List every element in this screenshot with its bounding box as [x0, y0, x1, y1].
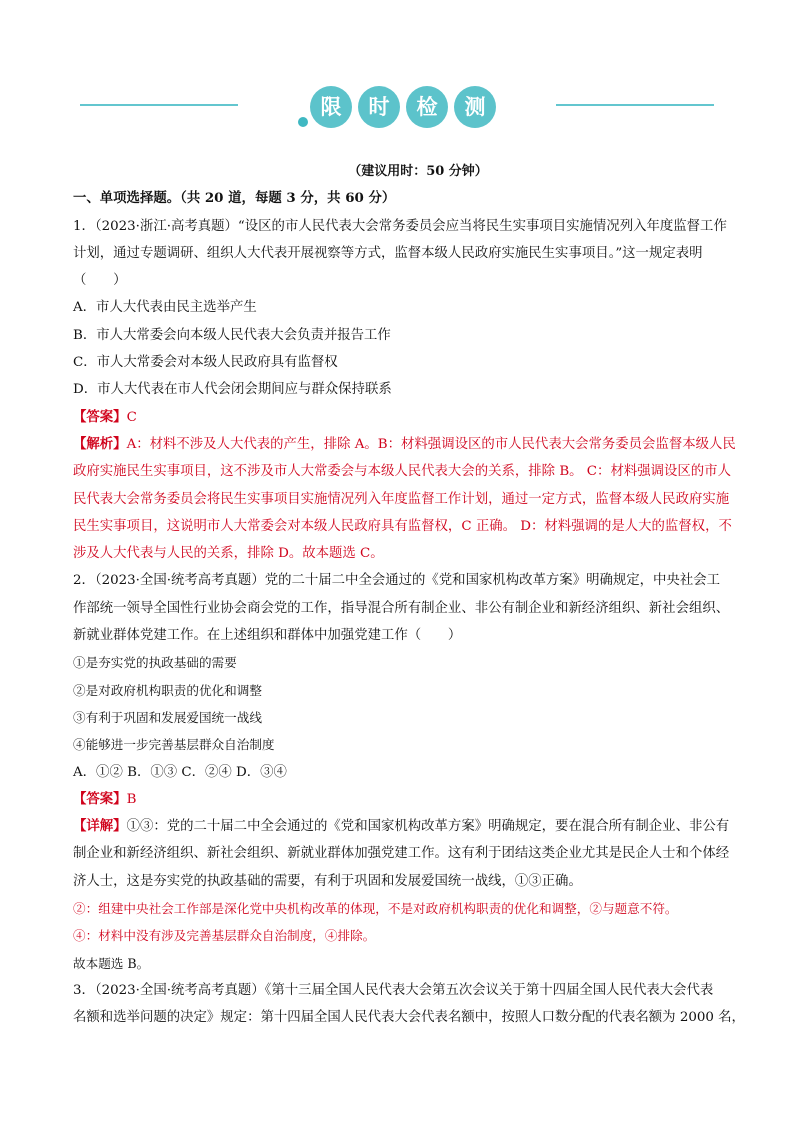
q2-detail-line-5: ④：材料中没有涉及完善基层群众自治制度，④排除。: [73, 928, 376, 944]
header-right-rule: [556, 104, 714, 106]
header-char-1: 限: [310, 86, 352, 128]
q2-item-3: ③有利于巩固和发展爱国统一战线: [73, 709, 262, 725]
q2-options: A．①② B．①③ C．②④ D．③④: [73, 764, 287, 780]
q1-stem-line-2: 计划，通过专题调研、组织人大代表开展视察等方式，监督本级人民政府实施民生实事项目。”这一规定表明: [73, 245, 703, 261]
q1-stem-line-3: （ ）: [73, 273, 127, 289]
q2-detail-text-1: ①③：党的二十届二中全会通过的《党和国家机构改革方案》明确规定，要在混合所有制企业、非公有: [126, 819, 730, 835]
q1-analysis-line-2: 政府实施民生实事项目，这不涉及市人大常委会与本级人民代表大会的关系，排除 B。 C：材料强调设区的市人: [73, 464, 731, 480]
q2-item-1: ①是夯实党的执政基础的需要: [73, 655, 237, 671]
section-heading: 一、单项选择题。（共 20 道，每题 3 分，共 60 分）: [73, 190, 396, 207]
q2-detail-label: 【详解】: [73, 818, 127, 835]
q1-option-a: A．市人大代表由民主选举产生: [73, 300, 257, 316]
q1-option-c: C．市人大常委会对本级人民政府具有监督权: [73, 355, 338, 371]
header-dot: [298, 117, 308, 127]
q2-stem-line-1: 2．（2023·全国·统考高考真题）党的二十届二中全会通过的《党和国家机构改革方案》明确规定，中央社会工: [73, 573, 720, 589]
q1-answer: [73, 404, 763, 431]
document-body: [73, 158, 763, 1032]
q3-stem-line-2: 名额和选举问题的决定》规定：第十四届全国人民代表大会代表名额中，按照人口数分配的代表名额为 2000 名，: [73, 1010, 745, 1026]
q2-detail-line-3: 济人士，这是夯实党的执政基础的需要，有利于巩固和发展爱国统一战线，①③正确。: [73, 873, 582, 889]
q1-option-b: B．市人大常委会向本级人民代表大会负责并报告工作: [73, 327, 391, 343]
header-char-4: 测: [454, 86, 496, 128]
q1-analysis-line-1: [73, 431, 763, 458]
q2-conclusion: 故本题选 B。: [73, 955, 150, 971]
suggested-time: （建议用时：50 分钟）: [348, 164, 488, 179]
q2-stem-line-2: 作部统一领导全国性行业协会商会党的工作，指导混合所有制企业、非公有制企业和新经济组织、新社会组织、: [73, 600, 730, 616]
q2-detail-line-1: [73, 813, 763, 840]
header-char-2: 时: [358, 86, 400, 128]
q2-item-4: ④能够进一步完善基层群众自治制度: [73, 737, 275, 753]
header-char-3: 检: [406, 86, 448, 128]
q2-stem-line-3: 新就业群体党建工作。在上述组织和群体中加强党建工作（ ）: [73, 628, 462, 644]
q1-analysis-text-1: A：材料不涉及人大代表的产生，排除 A。B：材料强调设区的市人民代表大会常务委员会监督本级人民: [126, 436, 736, 452]
q2-detail-line-4: ②：组建中央社会工作部是深化党中央机构改革的体现，不是对政府机构职责的优化和调整，②与题意不符。: [73, 901, 678, 917]
q2-detail-line-2: 制企业和新经济组织、新社会组织、新就业群体加强党建工作。这有利于团结这类企业尤其是民企人士和个体经: [73, 846, 730, 862]
header-left-rule: [80, 104, 238, 106]
q1-option-d: D．市人大代表在市人代会闭会期间应与群众保持联系: [73, 382, 392, 398]
q2-item-2: ②是对政府机构职责的优化和调整: [73, 682, 262, 698]
q1-analysis-line-4: 民生实事项目，这说明市人大常委会对本级人民政府具有监督权，C 正确。 D：材料强调的是人大的监督权，不: [73, 518, 732, 534]
q2-answer: [73, 786, 763, 813]
q1-analysis-line-3: 民代表大会常务委员会将民生实事项目实施情况列入年度监督工作计划，通过一定方式，监督本级人民政府实施: [73, 491, 730, 507]
q1-analysis-label: 【解析】: [73, 435, 127, 452]
q1-stem-line-1: 1．（2023·浙江·高考真题）“设区的市人民代表大会常务委员会应当将民生实事项目实施情况列入年度监督工作: [73, 218, 727, 234]
q3-stem-line-1: 3．（2023·全国·统考高考真题）《第十三届全国人民代表大会第五次会议关于第十四届全国人民代表大会代表: [73, 982, 714, 998]
q1-answer-value: C: [126, 409, 137, 425]
page-header: [0, 80, 794, 132]
q2-answer-value: B: [126, 791, 137, 807]
q1-answer-label: 【答案】: [73, 408, 127, 425]
q2-answer-label: 【答案】: [73, 790, 127, 807]
q1-analysis-line-5: 涉及人大代表与人民的关系，排除 D。故本题选 C。: [73, 546, 384, 562]
